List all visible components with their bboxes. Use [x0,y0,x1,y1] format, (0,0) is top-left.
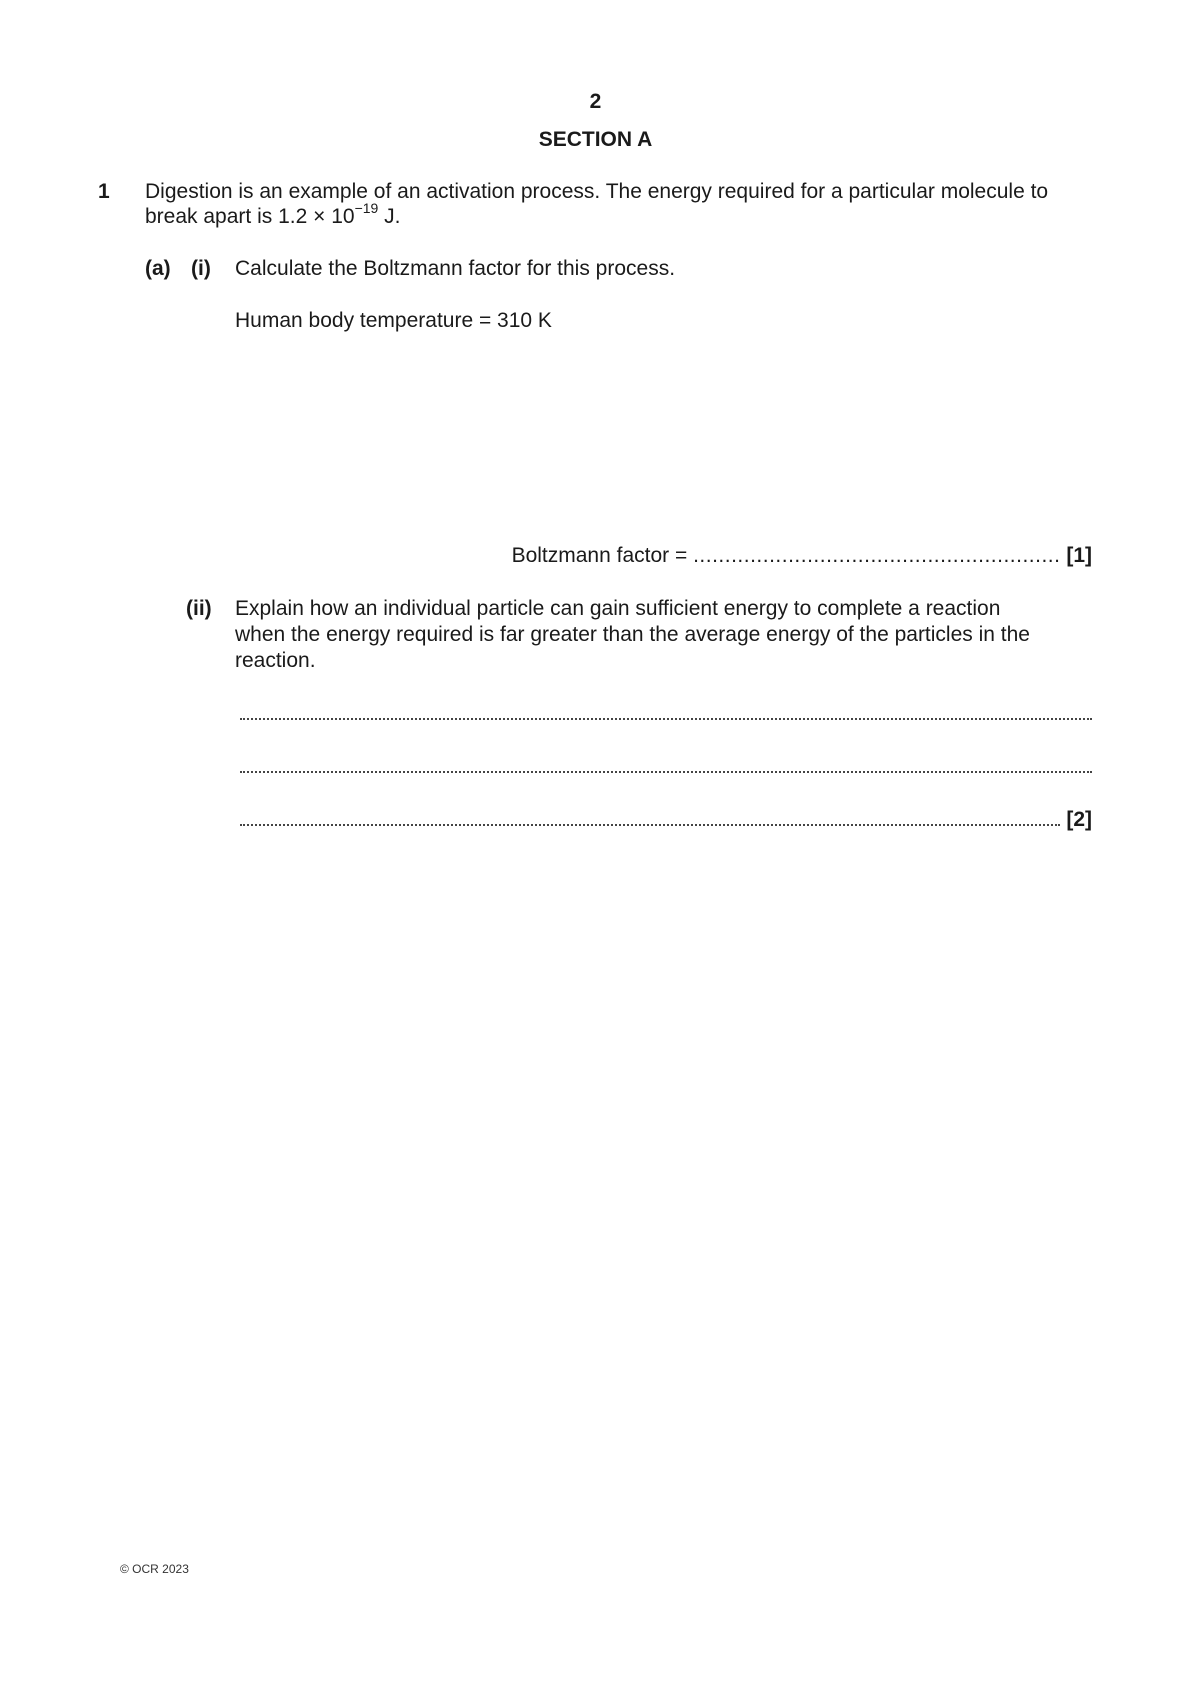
sub-i-label: (i) [191,257,211,280]
sub-ii-prompt-line-2: when the energy required is far greater than the average energy of the particles in the [235,623,1030,646]
section-title: SECTION A [538,128,653,151]
part-a-label: (a) [145,257,171,280]
sub-ii-prompt-line-1: Explain how an individual particle can gain sufficient energy to complete a reaction [235,597,1001,620]
given-temperature: Human body temperature = 310 K [235,309,552,332]
answer-line-1[interactable] [240,718,1092,720]
boltzmann-answer-row[interactable] [500,544,1092,568]
sub-i-prompt: Calculate the Boltzmann factor for this process. [235,257,676,280]
question-number: 1 [98,180,110,203]
question-stem-line-1: Digestion is an example of an activation process. The energy required for a particular molecule to [145,180,1049,203]
copyright-notice: © OCR 2023 [120,1562,189,1576]
answer-label: Boltzmann factor = [511,544,694,567]
page-number: 2 [589,90,602,113]
stem-prefix: break apart is 1.2 × 10 [145,205,355,228]
answer-line-2[interactable] [240,771,1092,773]
sub-ii-label: (ii) [186,597,212,620]
question-stem-line-2 [145,200,401,229]
sub-ii-prompt-line-3: reaction. [235,649,316,672]
stem-exponent: −19 [354,200,379,216]
answer-line-3[interactable] [240,824,1060,826]
answer-dotted-line[interactable]: .......................................................... [693,544,1061,567]
marks-2: [2] [1066,808,1092,831]
stem-suffix: J. [378,205,401,228]
marks-1: [1] [1066,544,1092,567]
